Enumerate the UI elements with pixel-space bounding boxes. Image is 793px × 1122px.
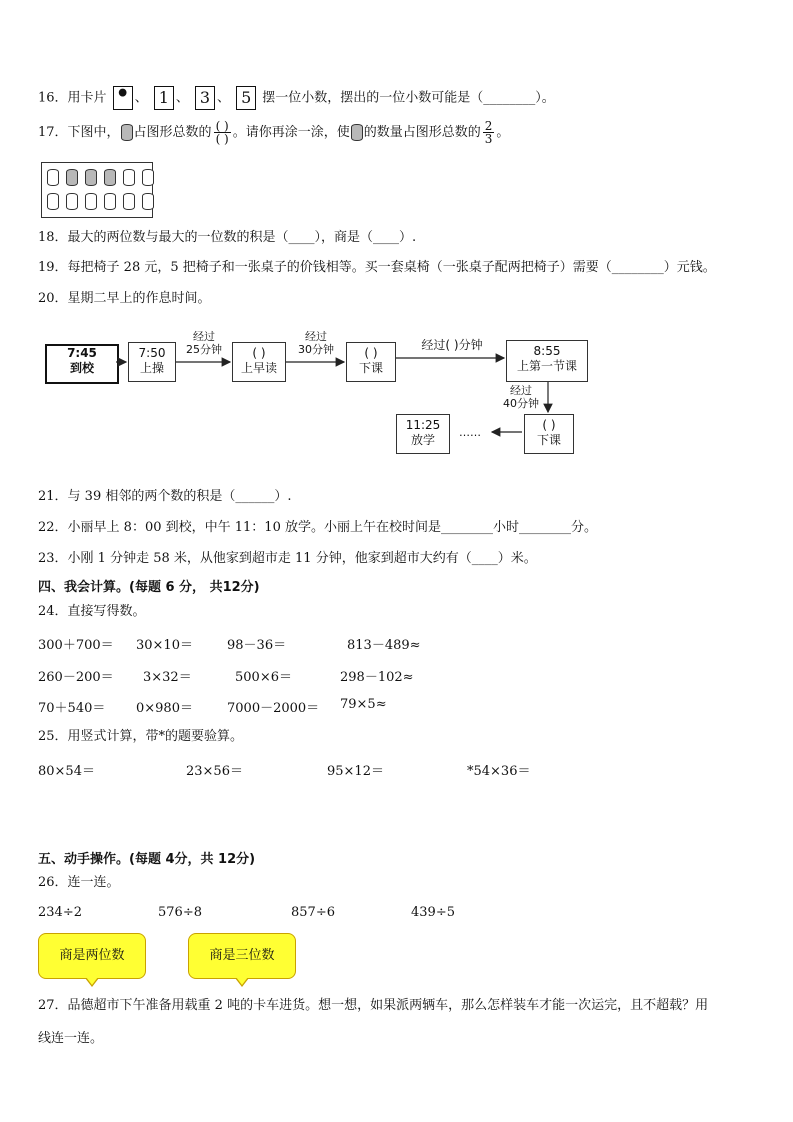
box-time: ( ) xyxy=(364,346,378,360)
division-item: 857÷6 xyxy=(291,905,335,920)
section-4-title: 四、我会计算。(每题 6 分， 共12分) xyxy=(38,580,260,595)
q17-mid2: 。请你再涂一涂，使 xyxy=(232,125,350,140)
bubble-two-digit[interactable] xyxy=(38,933,146,979)
calc-item: 260－200＝ xyxy=(38,670,114,685)
card-1: 1 xyxy=(154,86,174,110)
question-20: 20．星期二早上的作息时间。 xyxy=(38,291,211,306)
box-label: 上第一节课 xyxy=(516,359,577,373)
fraction-numerator: ( ) xyxy=(215,119,229,133)
q17-prefix: 17．下图中， xyxy=(38,125,120,140)
separator: 、 xyxy=(217,90,231,106)
box-label: 到校 xyxy=(69,361,94,375)
calc-item: 7000－2000＝ xyxy=(227,701,320,716)
calc-item: *54×36＝ xyxy=(467,764,531,779)
question-21: 21．与 39 相邻的两个数的积是（______）. xyxy=(38,489,292,504)
division-item: 576÷8 xyxy=(158,905,202,920)
card-dot: • xyxy=(113,86,133,110)
question-25: 25．用竖式计算，带*的题要验算。 xyxy=(38,729,244,744)
question-22: 22．小丽早上 8：00 到校，中午 11：10 放学。小丽上午在校时间是________小时________分。 xyxy=(38,520,597,535)
calc-item: 3×32＝ xyxy=(143,670,192,685)
q16-suffix: 摆一位小数，摆出的一位小数可能是（________）。 xyxy=(262,90,555,106)
question-27-line1: 27．品德超市下午准备用载重 2 吨的卡车进货。想一想，如果派两辆车，那么怎样装车才能一次运完，且不超载？用 xyxy=(38,998,709,1013)
calc-item: 70＋540＝ xyxy=(38,701,106,716)
box-time: 8:55 xyxy=(533,344,561,358)
arrow-label-blank: 经过( )分钟 xyxy=(421,338,483,352)
box-time: ( ) xyxy=(252,346,266,360)
calc-item: 500×6＝ xyxy=(235,670,292,685)
box-time: 11:25 xyxy=(405,418,441,432)
calc-item: 79×5≈ xyxy=(340,697,387,712)
calc-item: 298－102≈ xyxy=(340,670,414,685)
calc-item: 300＋700＝ xyxy=(38,638,114,653)
flowchart-arrows xyxy=(0,0,793,470)
card-3: 3 xyxy=(195,86,215,110)
calc-item: 98－36＝ xyxy=(227,638,287,653)
calc-item: 80×54＝ xyxy=(38,764,95,779)
q17-mid: 占图形总数的 xyxy=(133,125,212,140)
question-26: 26．连一连。 xyxy=(38,875,120,890)
label-top: 经过 xyxy=(193,330,215,343)
q17-mid3: 的数量占图形总数的 xyxy=(363,125,481,140)
question-18: 18．最大的两位数与最大的一位数的积是（____），商是（____）. xyxy=(38,230,417,245)
calc-item: 813－489≈ xyxy=(347,638,421,653)
division-item: 439÷5 xyxy=(411,905,455,920)
box-time: 7:45 xyxy=(67,346,97,360)
q17-end: 。 xyxy=(496,125,510,140)
ellipsis-label: …… xyxy=(459,426,481,439)
box-label: 上操 xyxy=(139,361,164,375)
section-5-title: 五、动手操作。(每题 4分，共 12分) xyxy=(38,852,256,867)
box-time: ( ) xyxy=(542,418,556,432)
box-time: 7:50 xyxy=(138,346,166,360)
bubble-label: 商是两位数 xyxy=(59,948,125,963)
box-label: 下课 xyxy=(536,433,561,447)
label-bottom: 40分钟 xyxy=(503,397,539,410)
calc-item: 0×980＝ xyxy=(136,701,193,716)
label-top: 经过 xyxy=(510,384,532,397)
question-23: 23．小刚 1 分钟走 58 米，从他家到超市走 11 分钟，他家到超市大约有（____）米。 xyxy=(38,551,537,566)
separator: 、 xyxy=(134,90,148,106)
box-label: 放学 xyxy=(410,433,435,447)
question-24: 24．直接写得数。 xyxy=(38,604,146,619)
card-5: 5 xyxy=(236,86,256,110)
calc-item: 23×56＝ xyxy=(186,764,243,779)
bubble-tail xyxy=(236,977,248,985)
question-27-line2: 线连一连。 xyxy=(38,1031,104,1046)
separator: 、 xyxy=(175,90,189,106)
label-top: 经过 xyxy=(305,330,327,343)
calc-item: 30×10＝ xyxy=(136,638,193,653)
bubble-label: 商是三位数 xyxy=(209,948,275,963)
fraction-numerator: 2 xyxy=(484,119,493,133)
division-item: 234÷2 xyxy=(38,905,82,920)
fraction-denominator: 3 xyxy=(484,132,493,146)
fraction-denominator: ( ) xyxy=(215,132,229,146)
q16-prefix: 16．用卡片 xyxy=(38,90,107,106)
label-bottom: 25分钟 xyxy=(186,343,222,356)
box-label: 上早读 xyxy=(240,361,277,375)
box-label: 下课 xyxy=(358,361,383,375)
calc-item: 95×12＝ xyxy=(327,764,384,779)
bubble-tail xyxy=(86,977,98,985)
question-19: 19．每把椅子 28 元，5 把椅子和一张桌子的价钱相等。买一套桌椅（一张桌子配两把椅子）需要（________）元钱。 xyxy=(38,260,716,275)
label-bottom: 30分钟 xyxy=(298,343,334,356)
bubble-three-digit[interactable] xyxy=(188,933,296,979)
